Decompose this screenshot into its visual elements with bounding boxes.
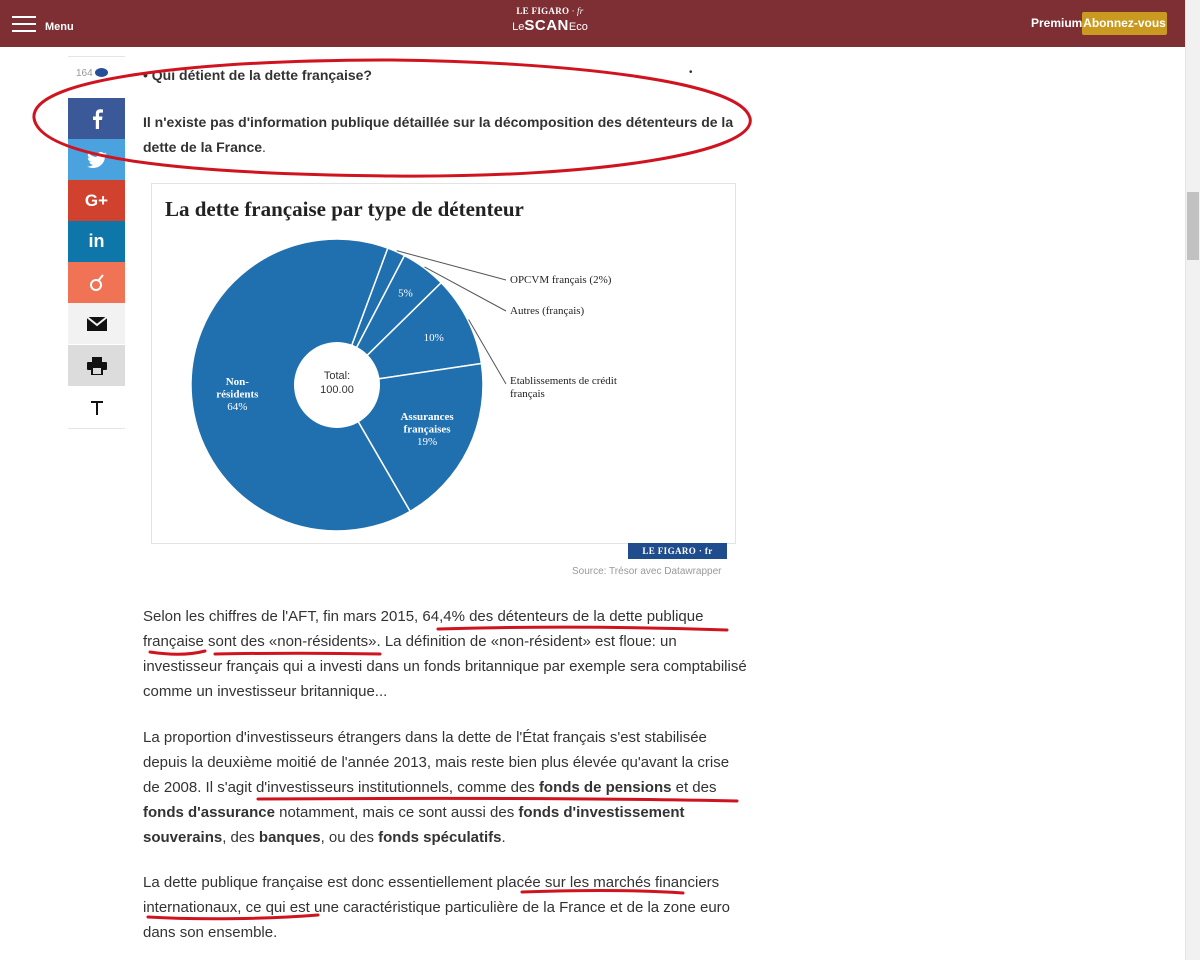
bullet-mark: • — [689, 67, 693, 78]
slice-label: Non- — [225, 375, 249, 388]
callout-label: Etablissements de crédit — [510, 375, 617, 387]
envelope-icon — [87, 317, 107, 331]
subscribe-button[interactable]: Abonnez-vous — [1082, 12, 1167, 35]
pie-chart — [151, 183, 737, 545]
slice-label: 10% — [423, 331, 444, 344]
article-paragraph: La proportion d'investisseurs étrangers dans la dette de l'État français s'est stabilisée depuis la deuxième moitié de l'année 2013, mais reste bien plus élevée qu'avant la crise de 2008. Il s'agit d'investisseurs institutionnels, comme des fonds de pensions et des fonds d'assurance notamment, mais ce sont aussi des fonds d'investissement souverains, des banques, ou des fonds spéculatifs. — [143, 729, 730, 846]
lead-paragraph: Il n'existe pas d'information publique détaillée sur la décomposition des détenteurs de la dette de la France. — [143, 114, 734, 155]
logo-scan-eco: LeSCANEco — [512, 17, 588, 34]
comment-bubble-icon — [95, 68, 108, 77]
comment-count[interactable]: 164 — [76, 68, 108, 79]
twitter-icon — [87, 152, 107, 168]
chart-source: Source: Trésor avec Datawrapper — [572, 566, 722, 577]
top-navigation-bar — [0, 0, 1185, 47]
chart-title: La dette française par type de détenteur — [165, 197, 524, 221]
slice-label: 64% — [227, 400, 248, 413]
twitter-share-button[interactable] — [68, 139, 125, 180]
viadeo-share-button[interactable] — [68, 262, 125, 303]
share-divider — [68, 428, 125, 429]
callout-label: français — [510, 388, 545, 400]
figaro-logo-badge: LE FIGARO · fr — [628, 543, 727, 559]
email-share-button[interactable] — [68, 303, 125, 344]
google-plus-icon: G+ — [84, 191, 109, 210]
scrollbar-thumb[interactable] — [1187, 192, 1199, 260]
hamburger-icon — [12, 16, 36, 32]
google-plus-share-button[interactable] — [68, 180, 125, 221]
text-size-button[interactable] — [68, 387, 125, 428]
page-scrollbar[interactable] — [1185, 0, 1200, 960]
facebook-share-button[interactable] — [68, 98, 125, 139]
share-divider — [68, 56, 125, 57]
slice-label: résidents — [216, 388, 259, 401]
article-paragraph: Selon les chiffres de l'AFT, fin mars 2015, 64,4% des détenteurs de la dette publique française sont des «non-résidents». La définition de «non-résident» est floue: un investisseur français qui a investi dans un fonds britannique par exemple sera comptabilisé comme un investisseur britannique... — [143, 608, 747, 700]
logo-figaro: LE FIGARO · fr — [516, 6, 584, 16]
pie-center-value: 100.00 — [320, 384, 354, 396]
facebook-icon — [90, 109, 104, 129]
slice-label: Assurances — [400, 410, 454, 423]
menu-label: Menu — [45, 21, 74, 33]
viadeo-icon — [89, 274, 105, 292]
site-logo[interactable] — [500, 6, 600, 40]
slice-label: 5% — [398, 287, 413, 300]
section-question: • Qui détient de la dette française? — [143, 67, 372, 83]
article-paragraph: La dette publique française est donc essentiellement placée sur les marchés financiers internationaux, ce qui est une caractéristique particulière de la France et de la zone euro dans son ensemble. — [143, 874, 731, 941]
slice-label: françaises — [403, 423, 451, 436]
text-size-icon — [90, 401, 104, 415]
callout-label: OPCVM français (2%) — [510, 274, 612, 286]
printer-icon — [87, 357, 107, 375]
menu-button[interactable] — [12, 15, 82, 35]
linkedin-icon: in — [88, 231, 105, 251]
slice-label: 19% — [416, 435, 438, 448]
linkedin-share-button[interactable] — [68, 221, 125, 262]
pie-center-label: Total: — [323, 370, 351, 382]
premium-link[interactable]: Premium — [1031, 16, 1083, 30]
print-button[interactable] — [68, 345, 125, 386]
callout-label: Autres (français) — [510, 305, 585, 317]
